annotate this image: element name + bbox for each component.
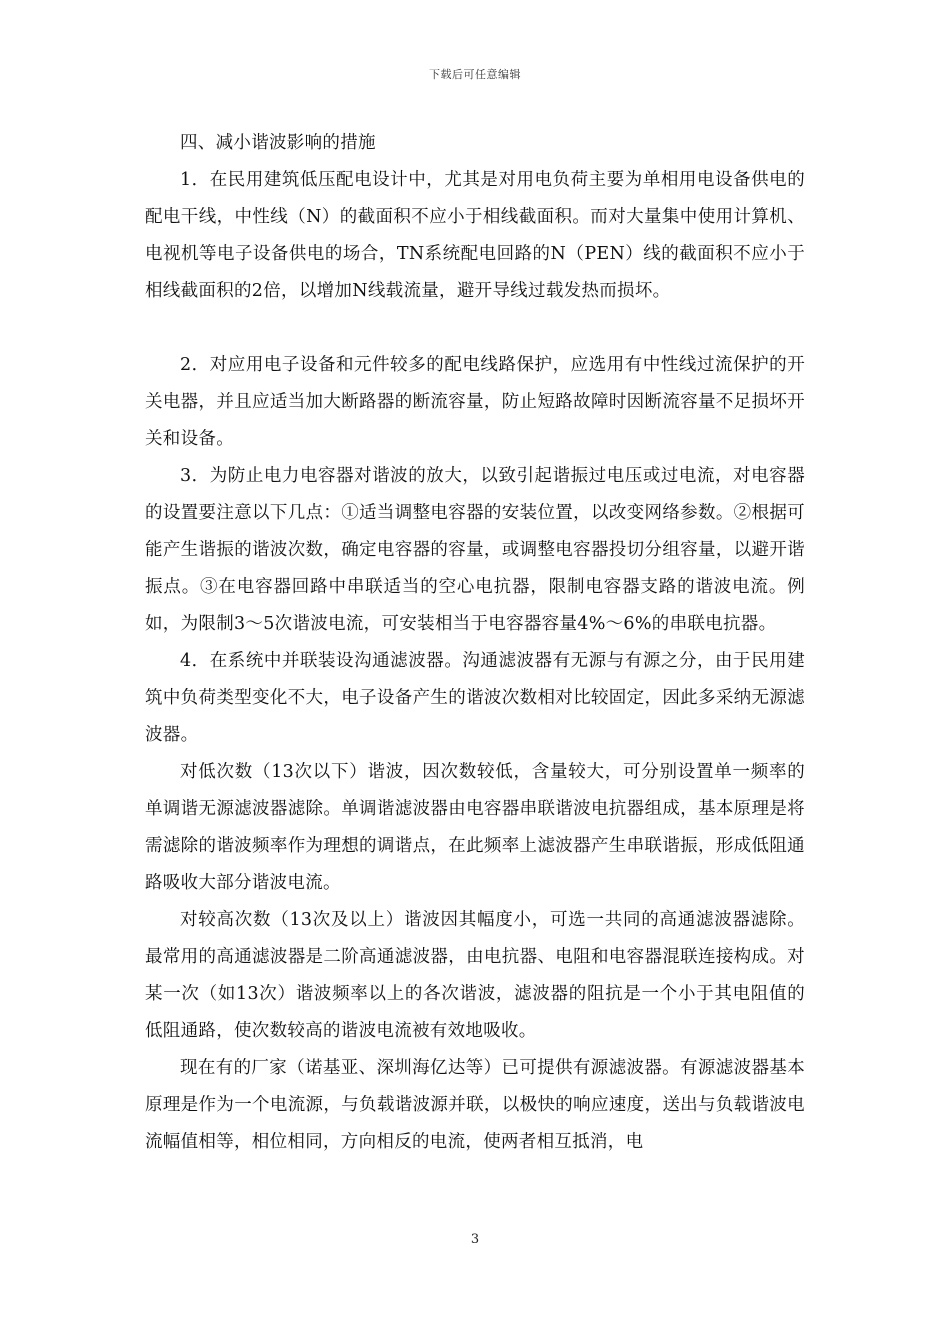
paragraph-gap — [145, 310, 805, 347]
section-heading: 四、减小谐波影响的措施 — [180, 133, 376, 153]
document-body — [145, 125, 805, 1161]
paragraph-4: 4．在系统中并联装设沟通滤波器。沟通滤波器有无源与有源之分，由于民用建筑中负荷类型变化不大，电子设备产生的谐波次数相对比较固定，因此多采纳无源滤波器。 — [145, 651, 805, 745]
paragraph-7: 现在有的厂家（诺基亚、深圳海亿达等）已可提供有源滤波器。有源滤波器基本原理是作为一个电流源，与负载谐波源并联，以极快的响应速度，送出与负载谐波电流幅值相等，相位相同，方向相反的电流，使两者相互抵消，电 — [145, 1058, 805, 1152]
page-number: 3 — [470, 1232, 480, 1247]
paragraph-1: 1．在民用建筑低压配电设计中，尤其是对用电负荷主要为单相用电设备供电的配电干线，中性线（N）的截面积不应小于相线截面积。而对大量集中使用计算机、电视机等电子设备供电的场合，TN系统配电回路的N（PEN）线的截面积不应小于相线截面积的2倍，以增加N线载流量，避开导线过载发热而损坏。 — [145, 170, 805, 301]
paragraph-2: 2．对应用电子设备和元件较多的配电线路保护，应选用有中性线过流保护的开关电器，并且应适当加大断路器的断流容量，防止短路故障时因断流容量不足损坏开关和设备。 — [145, 355, 805, 449]
paragraph-5: 对低次数（13次以下）谐波，因次数较低，含量较大，可分别设置单一频率的单调谐无源滤波器滤除。单调谐滤波器由电容器串联谐波电抗器组成，基本原理是将需滤除的谐波频率作为理想的调谐点，在此频率上滤波器产生串联谐振，形成低阻通路吸收大部分谐波电流。 — [145, 762, 805, 893]
paragraph-6: 对较高次数（13次及以上）谐波因其幅度小，可选一共同的高通滤波器滤除。最常用的高通滤波器是二阶高通滤波器，由电抗器、电阻和电容器混联连接构成。对某一次（如13次）谐波频率以上的各次谐波，滤波器的阻抗是一个小于其电阻值的低阻通路，使次数较高的谐波电流被有效地吸收。 — [145, 910, 805, 1041]
page-header: 下载后可任意编辑 — [429, 68, 521, 81]
paragraph-3: 3．为防止电力电容器对谐波的放大，以致引起谐振过电压或过电流，对电容器的设置要注意以下几点：①适当调整电容器的安装位置，以改变网络参数。②根据可能产生谐振的谐波次数，确定电容器的容量，或调整电容器投切分组容量，以避开谐振点。③在电容器回路中串联适当的空心电抗器，限制电容器支路的谐波电流。例如，为限制3～5次谐波电流，可安装相当于电容器容量4%～6%的串联电抗器。 — [145, 466, 805, 634]
